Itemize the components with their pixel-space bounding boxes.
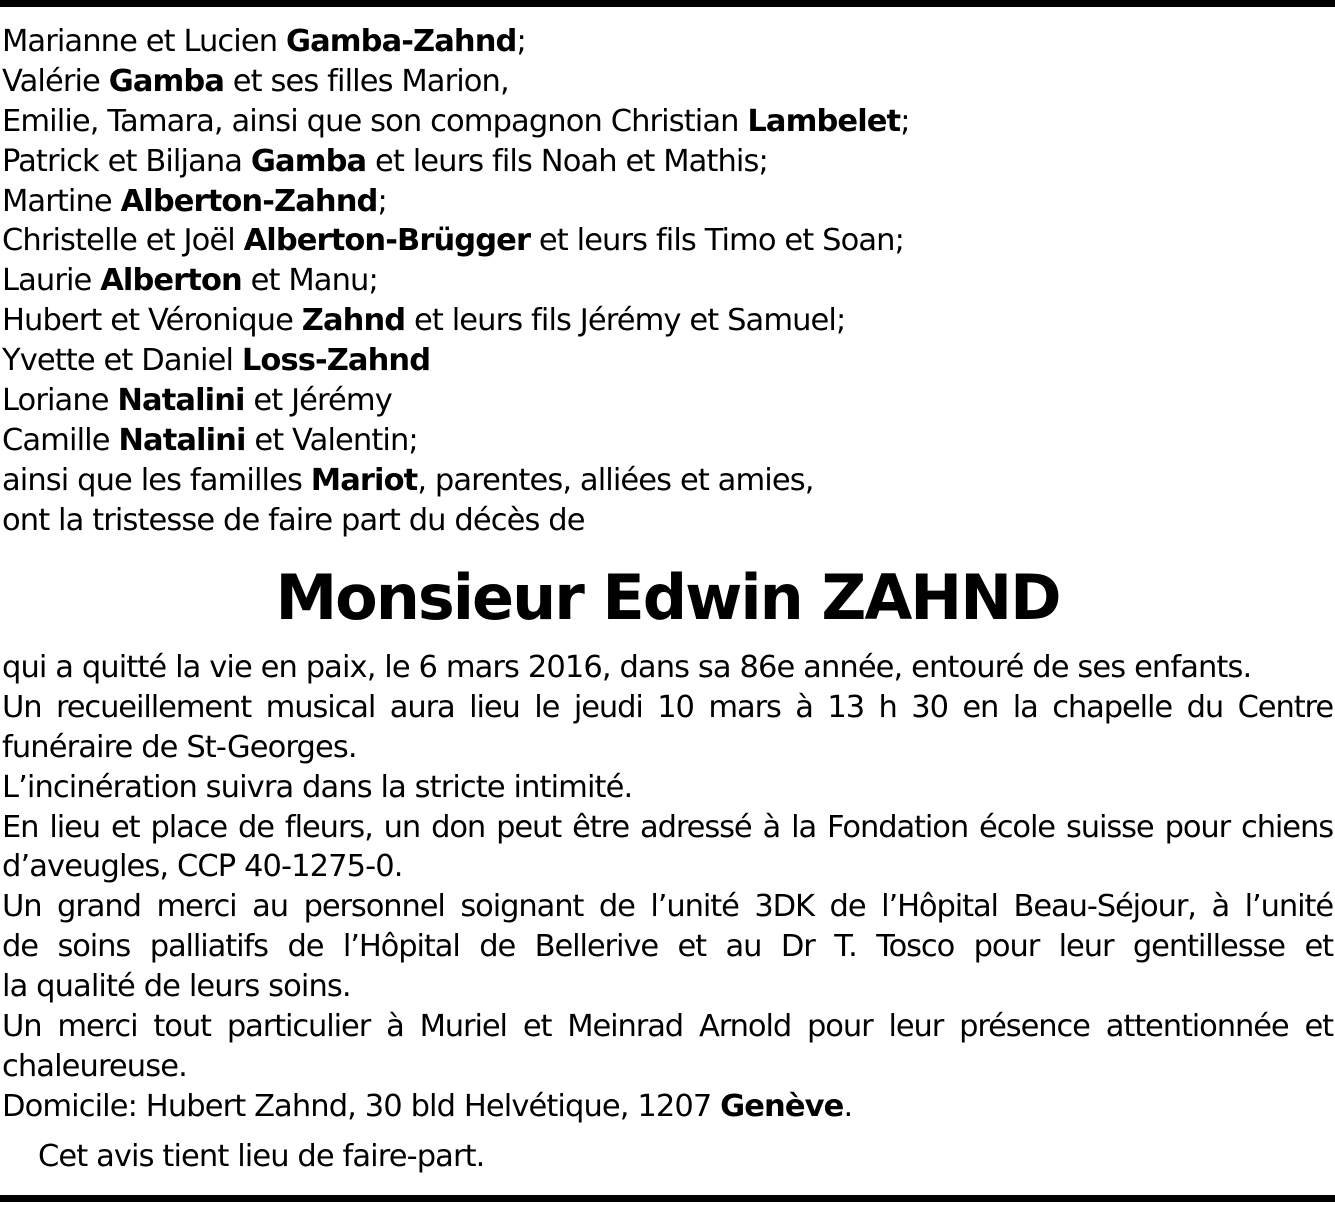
family-list (2, 22, 1332, 541)
family-line: Emilie, Tamara, ainsi que son compagnon Christian Lambelet; (2, 103, 910, 139)
family-line: ont la tristesse de faire part du décès de (2, 502, 585, 538)
bottom-rule (0, 1195, 1335, 1202)
body-line: Un merci tout particulier à Muriel et Meinrad Arnold pour leur présence attentionnée et (2, 1009, 1333, 1045)
body-line: de soins palliatifs de l’Hôpital de Bellerive et au Dr T. Tosco pour leur gentillesse et (2, 929, 1333, 965)
family-line: Laurie Alberton et Manu; (2, 263, 378, 299)
family-line: Loriane Natalini et Jérémy (2, 383, 392, 419)
family-line: Camille Natalini et Valentin; (2, 422, 418, 458)
body-line: En lieu et place de fleurs, un don peut être adressé à la Fondation école suisse pour chiens (2, 809, 1333, 845)
family-line: Martine Alberton-Zahnd; (2, 183, 387, 219)
family-line: Hubert et Véronique Zahnd et leurs fils Jérémy et Samuel; (2, 303, 846, 339)
body-line: Un recueillement musical aura lieu le jeudi 10 mars à 13 h 30 en la chapelle du Centre (2, 689, 1333, 725)
body-line: chaleureuse. (2, 1048, 187, 1084)
body-line: qui a quitté la vie en paix, le 6 mars 2016, dans sa 86e année, entouré de ses enfants. (2, 650, 1252, 685)
family-line: Christelle et Joël Alberton-Brügger et leurs fils Timo et Soan; (2, 223, 904, 259)
family-line: Valérie Gamba et ses filles Marion, (2, 63, 509, 99)
family-line: Marianne et Lucien Gamba-Zahnd; (2, 24, 526, 59)
body-line: d’aveugles, CCP 40-1275-0. (2, 849, 403, 885)
top-rule (0, 0, 1335, 7)
footnote: Cet avis tient lieu de faire-part. (38, 1139, 485, 1174)
notice-body (2, 648, 1333, 1127)
body-line: funéraire de St-Georges. (2, 729, 357, 765)
body-line: la qualité de leurs soins. (2, 969, 351, 1005)
family-line: Yvette et Daniel Loss-Zahnd (2, 343, 431, 379)
family-line: ainsi que les familles Mariot, parentes, alliées et amies, (2, 462, 814, 498)
body-line: L’incinération suivra dans la stricte intimité. (2, 769, 633, 805)
family-line: Patrick et Biljana Gamba et leurs fils Noah et Mathis; (2, 143, 768, 179)
domicile-line: Domicile: Hubert Zahnd, 30 bld Helvétique, 1207 Genève. (2, 1088, 853, 1124)
deceased-name: Monsieur Edwin ZAHND (275, 561, 1060, 634)
body-line: Un grand merci au personnel soignant de l’unité 3DK de l’Hôpital Beau-Séjour, à l’unité (2, 889, 1333, 925)
